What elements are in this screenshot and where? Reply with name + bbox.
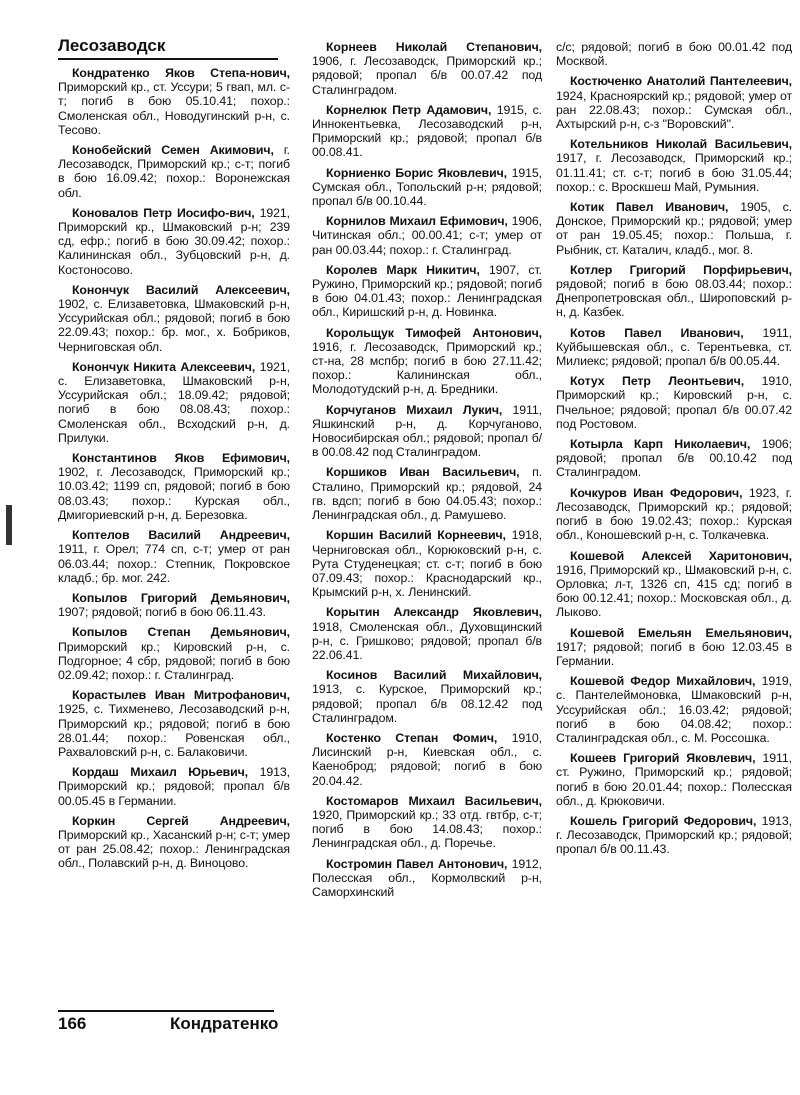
entry [556,751,792,808]
entry-text: Приморский кр.; Кировский р-н, с. Подгорное; 4 сбр, рядовой; погиб в бою 02.09.42; похор.: г. Сталинград. [58,639,290,682]
entry-name: Косинов Василий Михайлович, [326,668,542,683]
entry-text: с/с; рядовой; погиб в бою 00.01.42 под Москвой. [556,40,792,69]
entry-name: Кошевой Емельян Емельянович, [570,625,792,640]
entry-name: Кочкуров Иван Федорович, [570,485,743,500]
entry [58,451,290,522]
entry [58,765,290,808]
entry-text: 1902, с. Елизаветовка, Шмаковский р-н, Уссурийская обл.; рядовой; погиб в бою 22.09.43; похор.: бр. мог., х. Бобриков, Черниговская обл. [58,297,290,354]
entry-text: 1906; рядовой; пропал б/в 00.10.42 под Сталинградом. [556,437,792,480]
entry [58,206,290,277]
entry [556,326,792,369]
entry-text: 1913, г. Лесозаводск, Приморский кр.; рядовой; пропал б/в 00.11.43. [556,813,792,857]
entry-text: 1918, Черниговская обл., Корюковский р-н, с. Рута Студенецкая; ст. с-т; погиб в бою 07.09.43; похор.: Краснодарский кр., Крымский р-н, х. Ленинский. [312,528,542,600]
entry [556,626,792,669]
entry [556,486,792,543]
entry-text: рядовой; погиб в бою 08.03.44; похор.: Днепропетровская обл., Широповский р-н, д. Казбек. [556,277,792,320]
entry-text: 1921, Приморский кр., Шмаковский р-н; 239 сд, ефр.; погиб в бою 30.09.42; похор.: Калининская обл., Зубцовский р-н, д. Костоносово. [58,205,290,277]
entry-text: Приморский кр., Хасанский р-н; с-т; умер от ран 25.08.42; похор.: Ленинградская обл., Полавский р-н, д. Виноцово. [58,827,290,871]
entry [312,40,542,97]
entry [312,103,542,160]
entry [58,814,290,871]
entry-text: 1910, Лисинский р-н, Киевская обл., с. Каеноброд; рядовой; погиб в бою 20.04.42. [312,730,542,788]
entry-name: Котырла Карп Николаевич, [570,437,751,452]
column-1 [58,66,290,877]
page-number: 166 [58,1014,87,1033]
entry-name: Корытин Александр Яковлевич, [326,605,542,620]
footer-rule [58,1010,274,1012]
entry-name: Конончук Никита Алексеевич, [72,359,256,374]
entry [58,528,290,585]
entry-text: 1907; рядовой; погиб в бою 06.11.43. [58,605,266,620]
entry-text: 1906, г. Лесозаводск, Приморский кр.; рядовой; пропал б/в 00.07.42 под Сталинградом. [312,54,542,97]
entry-text: 1924, Красноярский кр.; рядовой; умер от ран 22.08.43; похор.: Сумская обл., Ахтырский р-н, с-з "Воровский". [556,88,792,132]
entry-text: Приморский кр., ст. Уссури; 5 гвап, мл. с-т; погиб в бою 05.10.41; похор.: Смоленская обл., Новодугинский р-н, с. Тесово. [58,80,290,137]
entry-text: 1906, Читинская обл.; 00.00.41; с-т; умер от ран 00.03.44; похор.: г. Сталинград. [312,214,542,257]
entry [312,794,542,851]
entry-name: Котов Павел Иванович, [570,325,744,340]
entry-text: 1917; рядовой; погиб в бою 12.03.45 в Германии. [556,639,792,668]
entry [58,591,290,619]
entry-name: Корнелюк Петр Адамович, [326,102,492,117]
entry-name: Костомаров Михаил Васильевич, [326,793,542,808]
entry [556,40,792,68]
entry-text: 1902, г. Лесозаводск, Приморский кр.; 10.03.42; 1199 сп, рядовой; погиб в бою 08.03.43; похор.: Курская обл., Дмигориевский р-н, д. Березовка. [58,465,290,522]
entry-name: Костюченко Анатолий Пантелеевич, [570,74,792,89]
entry [312,528,542,599]
entry [58,283,290,354]
entry [312,166,542,209]
entry [58,360,290,445]
entry-text: 1915, Сумская обл., Топольский р-н; рядовой; пропал б/в 00.10.44. [312,165,542,209]
entry [556,437,792,480]
entry-text: 1919, с. Пантелеймоновка, Шмаковский р-н, Уссурийская обл.; 16.03.42; рядовой; погиб в бою 04.08.42; похор.: Сталинградская обл., с. М. Россошка. [556,674,792,745]
entry [312,214,542,257]
entry-text: 1916, г. Лесозаводск, Приморский кр.; ст-на, 28 мспбр; погиб в бою 27.11.42; похор.: Калининская обл., Молодотудский р-н, д. Бредники. [312,339,542,397]
entry-name: Корольщук Тимофей Антонович, [326,325,542,340]
entry-text: 1923, г. Лесозаводск, Приморский кр.; рядовой; погиб в бою 19.02.43; похор.: Курская обл., Коношевский р-н, с. Толкачевка. [556,485,792,543]
entry [556,674,792,745]
entry [58,143,290,200]
entry-name: Кошевой Федор Михайлович, [570,674,756,689]
entry-name: Кордаш Михаил Юрьевич, [72,765,249,780]
entry [556,137,792,194]
entry [312,263,542,320]
entry-name: Корастылев Иван Митрофанович, [72,688,290,703]
entry [58,66,290,137]
entry-text: 1921, с. Елизаветовка, Шмаковский р-н, Уссурийская обл.; 18.09.42; рядовой; погиб в бою 08.08.43; похор.: Смоленская обл., Всходский р-н, д. Прилуки. [58,359,290,445]
entry [312,731,542,788]
entry-name: Копылов Степан Демьянович, [72,625,290,640]
entry [556,263,792,320]
entry-text: 1911, г. Орел; 774 сп, с-т; умер от ран 06.03.44; похор.: Степник, Покровское кладб.; бр. мог. 242. [58,542,290,585]
entry-name: Костенко Степан Фомич, [326,730,498,745]
entry-name: Корнеев Николай Степанович, [326,40,542,54]
entry-name: Кошеев Григорий Яковлевич, [570,751,756,766]
entry-name: Конобейский Семен Акимович, [72,143,274,158]
entry-text: 1916, Приморский кр., Шмаковский р-н, с. Орловка; л-т, 1326 сп, 415 сд; погиб в бою 00.12.41; похор.: Московская обл., д. Лыково. [556,562,792,620]
entry-name: Коршиков Иван Васильевич, [326,465,520,480]
entry-text: 1925, с. Тихменево, Лесозаводский р-н, Приморский кр.; рядовой; погиб в бою 28.01.44; похор.: Ровенская обл., Рахваловский р-н, с. Балаковичи. [58,702,290,759]
entry-name: Константинов Яков Ефимович, [72,451,290,466]
entry [58,625,290,682]
entry-text: 1905, с. Донское, Приморский кр.; рядовой; умер от ран 19.05.45; похор.: Польша, г. Рыбник, ст. Каталич, кладб., мог. 8. [556,200,792,257]
entry-name: Котлер Григорий Порфирьевич, [570,262,792,277]
entry-text: 1911, Яшкинский р-н, д. Корчуганово, Новосибирская обл.; рядовой; пропал б/в 00.08.42 под Сталинградом. [312,402,542,460]
entry-text: 1907, ст. Ружино, Приморский кр.; рядовой; погиб в бою 04.01.43; похор.: Ленинградская обл., Киришский р-н, д. Новинка. [312,262,542,320]
entry-text: 1918, Смоленская обл., Духовщинский р-н, с. Гришково; рядовой; пропал б/в 22.06.41. [312,619,542,662]
entry-text: 1910, Приморский кр.; Кировский р-н, с. Пчельное; рядовой; пропал б/в 00.07.42 под Ростовом. [556,374,792,431]
entry [556,74,792,131]
entry [312,857,542,900]
entry-text: 1920, Приморский кр.; 33 отд. гвтбр, с-т; погиб в бою 14.08.43; похор.: Ленинградская обл., д. Поречье. [312,807,542,851]
section-title: Лесозаводск [58,36,166,55]
entry-name: Котельников Николай Васильевич, [570,137,792,152]
entry [556,200,792,257]
entry-name: Конончук Василий Алексеевич, [72,282,290,297]
entry-name: Кошевой Алексей Харитонович, [570,548,792,563]
entry [312,605,542,662]
entry-text: 1911, ст. Ружино, Приморский кр.; рядовой; погиб в бою 20.01.44; похор.: Полесская обл., д. Крюковичи. [556,751,793,808]
entry-text: 1913, Приморский кр.; рядовой; пропал б/в 00.05.45 в Германии. [58,765,290,808]
entry [312,465,542,522]
entry-text: 1915, с. Иннокентьевка, Лесозаводский р-н, Приморский кр.; рядовой; пропал б/в 00.08.41. [312,102,542,160]
entry-name: Коновалов Петр Иосифо-вич, [72,205,255,220]
entry [556,814,792,857]
entry-name: Котух Петр Леонтьевич, [570,374,745,389]
entry-text: п. Сталино, Приморский кр.; рядовой, 24 гв. вдсп; погиб в бою 04.05.43; похор.: Ленинградская обл., д. Рамушево. [312,465,542,523]
entry-name: Корниенко Борис Яковлевич, [326,165,507,180]
entry-name: Королев Марк Никитич, [326,262,480,277]
entry-name: Копылов Григорий Демьянович, [72,590,290,605]
entry-text: 1911, Куйбышевская обл., с. Терентьевка, ст. Милиекс; рядовой; пропал б/в 00.05.44. [556,325,792,369]
entry-name: Коршин Василий Корнеевич, [326,528,506,543]
margin-scan-mark [6,505,12,545]
entry [556,549,792,620]
entry-text: г. Лесозаводск, Приморский кр.; с-т; погиб в бою 16.09.42; похор.: Воронежская обл. [58,143,290,200]
entry-name: Котик Павел Иванович, [570,200,729,215]
header-rule [58,58,278,60]
entry-name: Корчуганов Михаил Лукич, [326,402,503,417]
entry-text: 1917, г. Лесозаводск, Приморский кр.; 01.11.41; ст. с-т; погиб в бою 31.05.44; похор.: с. Врoскшеш Май, Румыния. [556,151,792,194]
entry-name: Корнилов Михаил Ефимович, [326,214,508,229]
column-3 [556,40,792,863]
entry-name: Коркин Сергей Андреевич, [72,813,290,828]
entry-text: 1912, Полесская обл., Кормолвский р-н, Саморхинский [312,856,542,899]
entry [58,688,290,759]
entry-name: Кошель Григорий Федорович, [570,813,757,828]
entry [312,326,542,397]
entry-name: Коптелов Василий Андреевич, [72,528,290,543]
entry [556,374,792,431]
entry [312,668,542,725]
entry-name: Кондратенко Яков Степа-нович, [72,66,290,80]
column-2 [312,40,542,905]
running-head-word: Кондратенко [170,1014,279,1033]
entry [312,403,542,460]
entry-name: Костромин Павел Антонович, [326,856,508,871]
entry-text: 1913, с. Курское, Приморский кр.; рядовой; пропал б/в 08.12.42 под Сталинградом. [312,682,542,725]
